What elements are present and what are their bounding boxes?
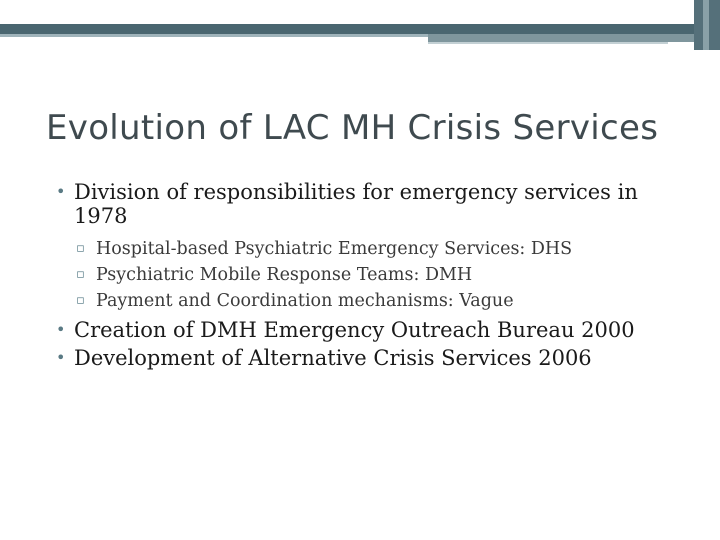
subbullet-item-2	[56, 262, 696, 288]
banner-step	[428, 34, 720, 42]
square-bullet-icon: ▫	[76, 293, 85, 308]
square-bullet-icon: ▫	[76, 241, 85, 256]
bullet-text-2: Creation of DMH Emergency Outreach Bureau 2000	[74, 318, 635, 342]
banner-corner-gap	[703, 0, 709, 50]
bullet-dot-icon: •	[56, 320, 66, 339]
bullet-text-1: Division of responsibilities for emergency services in 1978	[74, 180, 638, 228]
bullet-text-3: Development of Alternative Crisis Services 2006	[74, 346, 592, 370]
banner-step-light	[428, 42, 668, 44]
banner-dark-band	[0, 24, 720, 34]
bullet-dot-icon: •	[56, 348, 66, 367]
bullet-item-1	[56, 180, 696, 228]
square-bullet-icon: ▫	[76, 267, 85, 282]
bullet-list	[56, 180, 696, 378]
subbullet-text-1: Hospital-based Psychiatric Emergency Services: DHS	[96, 239, 573, 259]
subbullet-item-3	[56, 288, 696, 314]
slide-title: Evolution of LAC MH Crisis Services	[46, 108, 659, 148]
banner-top	[0, 0, 720, 24]
subbullet-list	[56, 236, 696, 314]
bullet-item-2	[56, 318, 696, 342]
subbullet-text-2: Psychiatric Mobile Response Teams: DMH	[96, 265, 473, 285]
bullet-dot-icon: •	[56, 182, 66, 201]
subbullet-item-1	[56, 236, 696, 262]
subbullet-text-3: Payment and Coordination mechanisms: Vague	[96, 291, 514, 311]
bullet-item-3	[56, 346, 696, 370]
